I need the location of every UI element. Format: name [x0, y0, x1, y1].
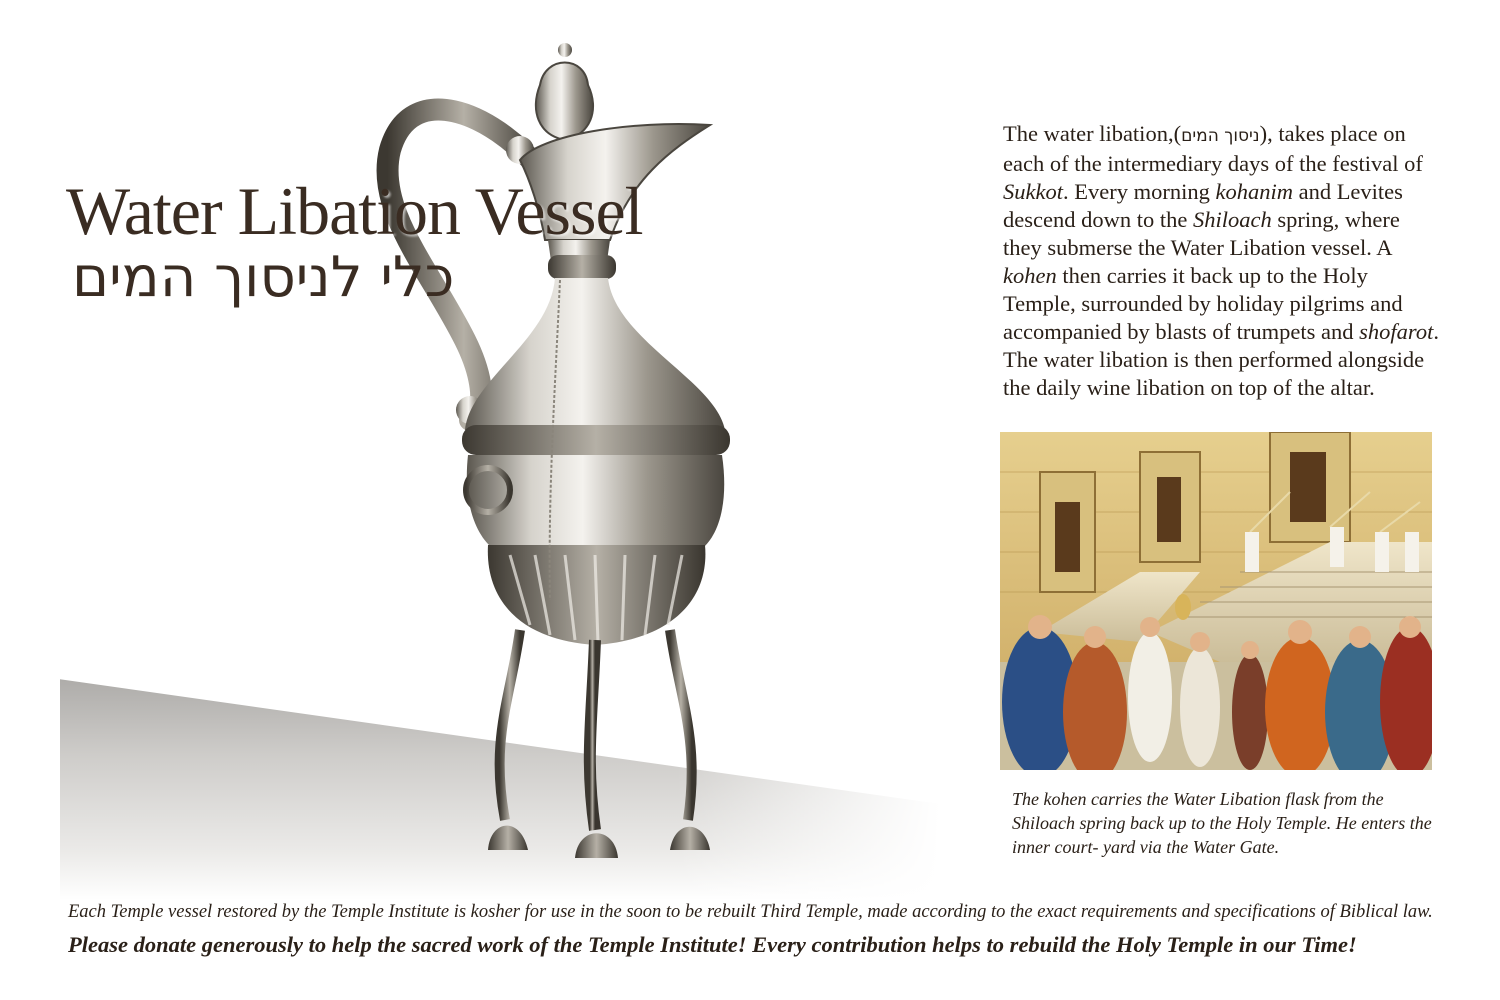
term-kohanim: kohanim [1215, 179, 1293, 204]
hebrew-term: ניסוך המים [1181, 126, 1260, 146]
term-shofarot: shofarot [1359, 319, 1434, 344]
temple-procession-painting [1000, 432, 1432, 770]
term-kohen: kohen [1003, 263, 1057, 288]
footer-note: Each Temple vessel restored by the Temple Institute is kosher for use in the soon to be rebuilt Third Temple, made according to the exact requirements and specifications of Biblical law. [68, 902, 1433, 922]
description-paragraph: The water libation,(ניסוך המים), takes place on each of the intermediary days of the festival of Sukkot. Every morning kohanim and Levites descend down to the Shiloach spring, where they submerse the Water Libation vessel. A kohen then carries it back up to the Holy Temple, surrounded by holiday pilgrims and accompanied by blasts of trumpets and shofarot. The water libation is then performed alongside the daily wine libation on top of the altar. [1003, 121, 1439, 400]
term-shiloach: Shiloach [1192, 207, 1272, 232]
term-sukkot: Sukkot [1003, 179, 1063, 204]
page-title: Water Libation Vessel [66, 173, 643, 249]
silver-ewer-image [370, 40, 750, 870]
donation-appeal: Please donate generously to help the sacred work of the Temple Institute! Every contribution helps to rebuild the Holy Temple in our Time! [68, 932, 1357, 957]
hebrew-title: כלי לניסוך המים [72, 245, 455, 310]
painting-caption: The kohen carries the Water Libation flask from the Shiloach spring back up to the Holy Temple. He enters the inner court- yard via the Water Gate. [1012, 789, 1432, 857]
